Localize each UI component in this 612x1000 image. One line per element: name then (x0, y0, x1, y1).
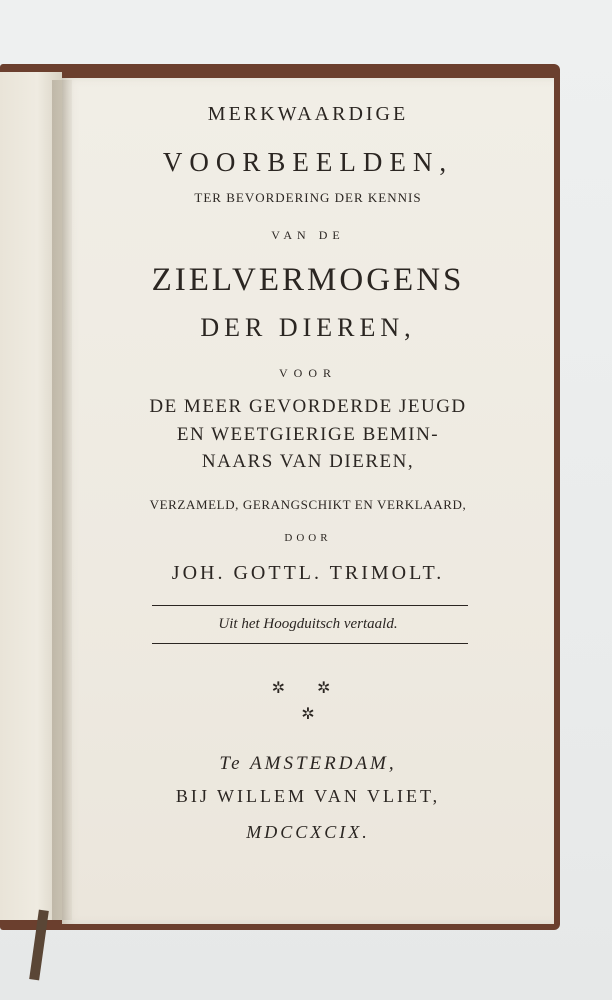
title-line-2: VOORBEELDEN, (162, 147, 454, 177)
title-main-word: ZIELVERMOGENS (151, 262, 465, 298)
top-rule (152, 605, 468, 606)
subtitle-line-1: TER BEVORDERING DER KENNIS (194, 190, 422, 205)
place-of-publication: Te AMSTERDAM, (219, 753, 397, 774)
publisher-name: BIJ WILLEM VAN VLIET, (175, 786, 441, 806)
audience-line-3: NAARS VAN DIEREN, (201, 451, 415, 472)
ornament-star-bottom: ✲ (301, 706, 315, 723)
title-line-1: MERKWAARDIGE (207, 103, 409, 125)
by-line: DOOR (284, 532, 332, 544)
publication-year: MDCCXCIX. (246, 822, 370, 842)
subtitle-voor: VOOR (278, 366, 337, 380)
subtitle-line-2: VAN DE (271, 228, 345, 242)
ornament-stars-top: ✲ ✲ (271, 680, 345, 697)
bottom-rule (152, 643, 468, 644)
translation-note: Uit het Hoogduitsch vertaald. (218, 616, 398, 632)
title-line-6: DER DIEREN, (200, 313, 416, 342)
audience-line-1: DE MEER GEVORDERDE JEUGD (149, 396, 467, 417)
audience-line-2: EN WEETGIERIGE BEMIN- (176, 424, 440, 445)
compilation-line: VERZAMELD, GERANGSCHIKT EN VERKLAARD, (149, 497, 467, 512)
author-name: JOH. GOTTL. TRIMOLT. (171, 562, 445, 584)
